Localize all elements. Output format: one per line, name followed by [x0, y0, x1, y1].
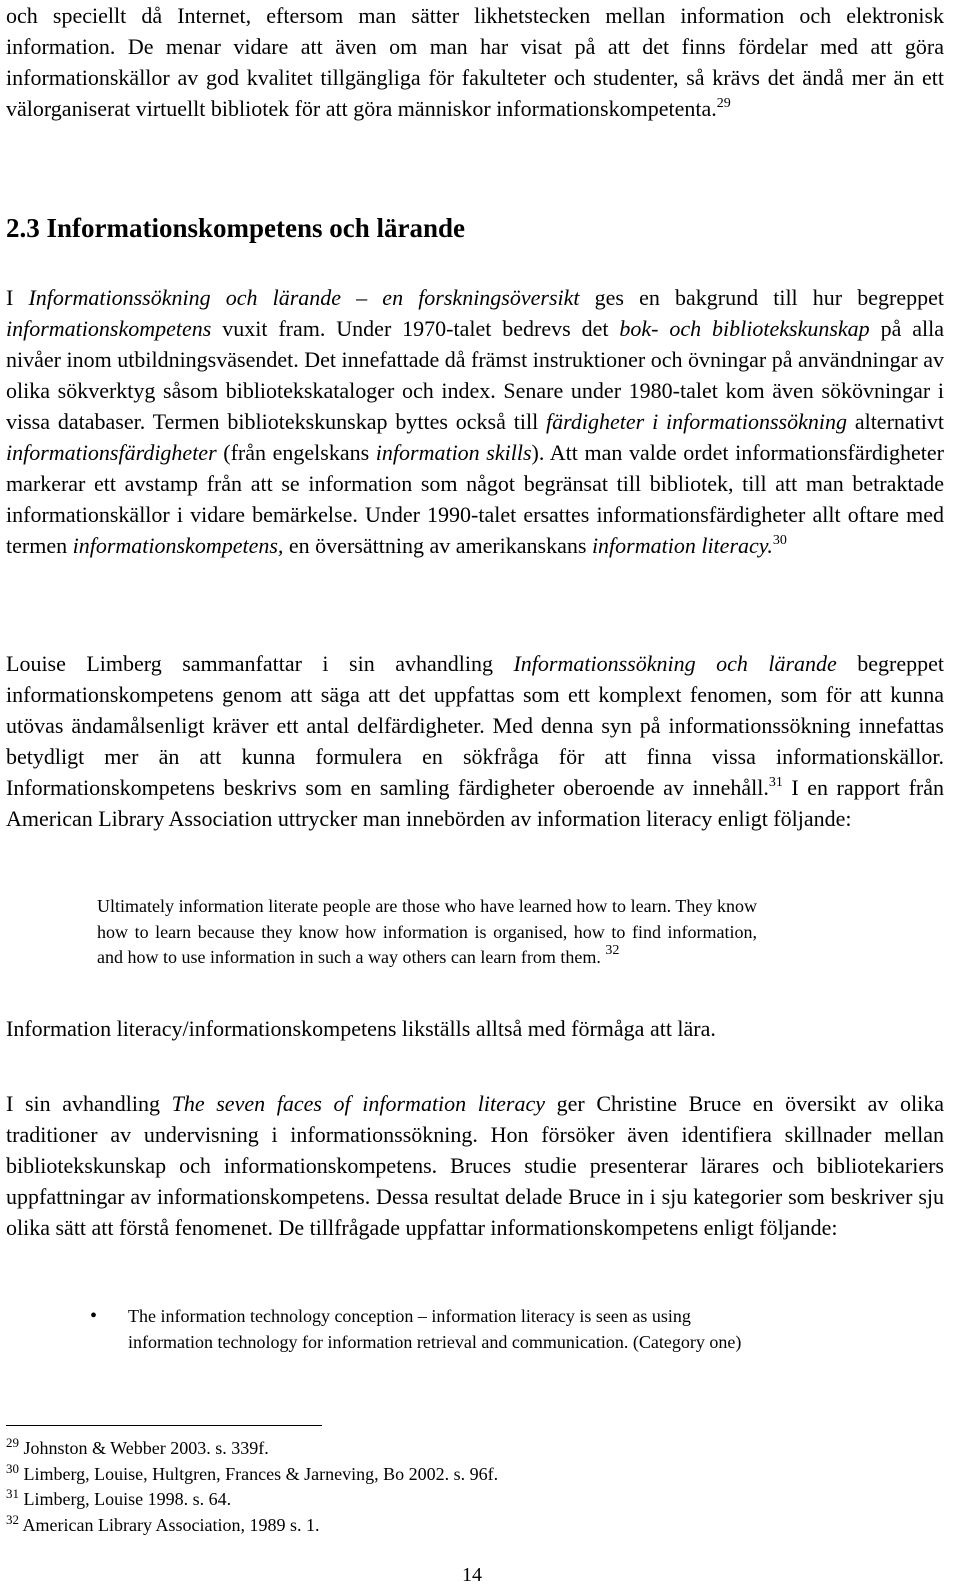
bullet-icon: • [90, 1305, 98, 1327]
footnote-list [6, 1436, 706, 1538]
paragraph-intro: och speciellt då Internet, eftersom man sätter likhetstecken mellan information och elektronisk information. De menar vidare att även om man har visat på att det finns fördelar med att göra informationskällor av god kvalitet tillgängliga för fakulteter och studenter, så krävs det ändå mer än ett välorganiserat virtuellt bibliotek för att göra människor informationskompetenta.$^{29}$ [6, 3, 944, 121]
paragraph-summary: Information literacy/informationskompetens likställs alltså med förmåga att lära. [6, 1016, 716, 1041]
block-quote: Ultimately information literate people are those who have learned how to learn. They know how to learn because they know how information is organised, how to find information, and how to use information in such a way others can learn from them. $^{32}$ [97, 896, 757, 967]
bullet-item: The information technology conception – information literacy is seen as using information technology for information retrieval and communication. (Category one) [128, 1306, 742, 1352]
footnote-ref-29[interactable]: 29 [716, 96, 731, 111]
footnote-ref-32[interactable]: 32 [605, 943, 620, 958]
footnote-ref-30[interactable]: 30 [772, 533, 787, 548]
footnote-ref-31[interactable]: 31 [768, 775, 783, 790]
footnote-item: $^{30}$ Limberg, Louise, Hultgren, Frances & Jarneving, Bo 2002. s. 96f. [6, 1460, 499, 1484]
footnote-item: $^{32}$ American Library Association, 1989 s. 1. [6, 1511, 320, 1535]
paragraph-limberg: Louise Limberg sammanfattar i sin avhandling Informationssökning och lärande begreppet informationskompetens genom att säga att det uppfattas som ett komplext fenomen, som för att kunna utövas ändamålsenligt kräver ett antal delfärdigheter. Med denna syn på informationssökning innefattas betydligt mer än att kunna formulera en sökfråga för att finna vissa informationskällor. Informationskompetens beskrivs som en samling färdigheter oberoende av innehåll.$^{31}$ I en rapport från American Library Association uttrycker man innebörden av information literacy enligt följande: [6, 651, 945, 831]
footnote-item: $^{31}$ Limberg, Louise 1998. s. 64. [6, 1486, 232, 1509]
footnote-divider [6, 1425, 322, 1426]
page-number: 14 [462, 1564, 482, 1586]
section-heading: 2.3 Informationskompetens och lärande [6, 213, 466, 243]
paragraph-background: I Informationssökning och lärande – en forskningsöversikt ges en bakgrund till hur begreppet informationskompetens vuxit fram. Under 1970-talet bedrevs det bok- och bibliotekskunskap på alla nivåer inom utbildningsväsendet. Det innefattade då främst instruktioner och övningar på användningar av olika sökverktyg såsom bibliotekskataloger och index. Senare under 1980-talet kom även sökövningar i vissa databaser. Termen bibliotekskunskap byttes också till färdigheter i informationssökning alternativt informationsfärdigheter (från engelskans information skills). Att man valde ordet informationsfärdigheter markerar ett avstamp från att se information som något begränsat till bibliotek, till att man betraktade informationskällor i vidare bemärkelse. Under 1990-talet ersattes informationsfärdigheter allt oftare med termen informationskompetens, en översättning av amerikanskans information literacy.$^{30}$ [6, 285, 945, 558]
paragraph-bruce: I sin avhandling The seven faces of information literacy ger Christine Bruce en översikt av olika traditioner av undervisning i informationssökning. Hon försöker även identifiera skillnader mellan bibliotekskunskap och informationskompetens. Bruces studie presenterar lärares och bibliotekariers uppfattningar av informationskompetens. Dessa resultat delade Bruce in i sju kategorier som beskriver sju olika sätt att förstå fenomenet. De tillfrågade uppfattar informationskompetens enligt följande: [6, 1091, 944, 1240]
footnote-item: $^{29}$ Johnston & Webber 2003. s. 339f. [6, 1435, 269, 1458]
